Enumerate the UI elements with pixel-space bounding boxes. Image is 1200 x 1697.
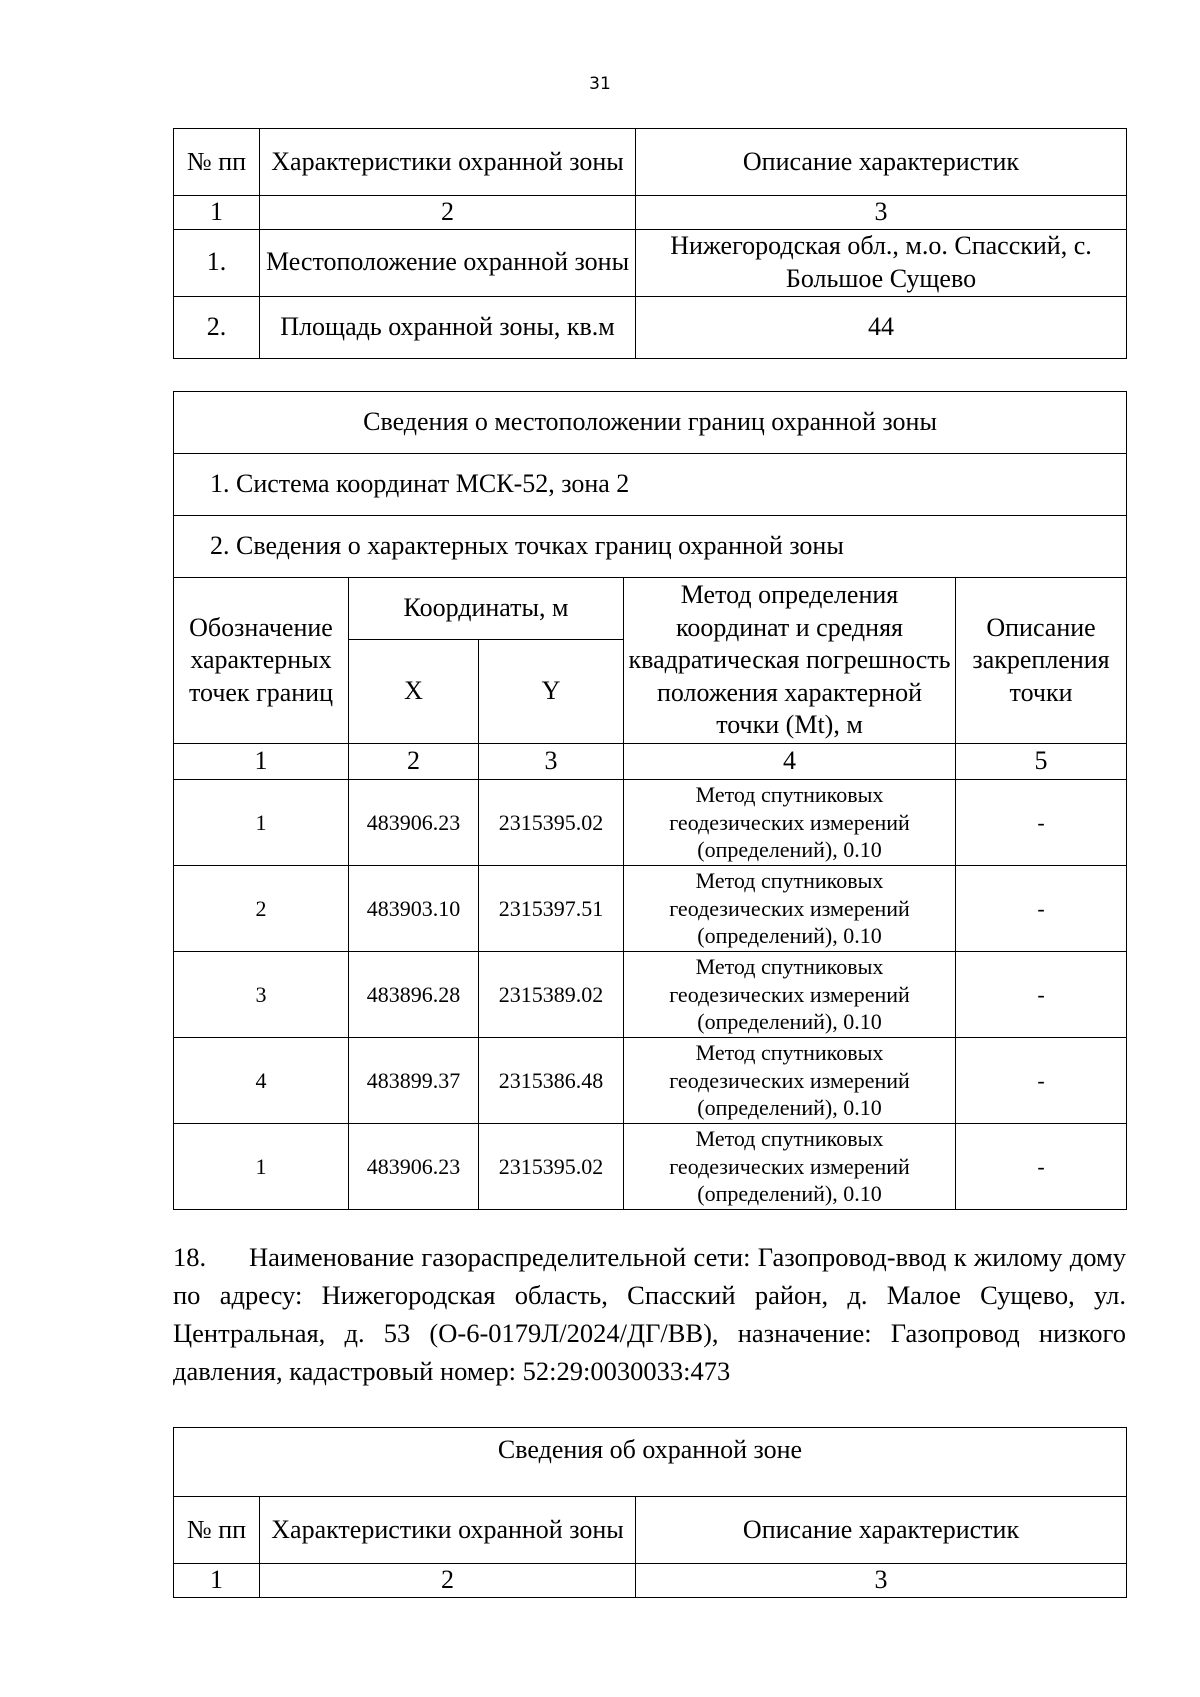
header-cell-number: № пп bbox=[174, 129, 260, 196]
row-number: 1. bbox=[174, 229, 260, 296]
coord-y: 2315386.48 bbox=[479, 1038, 624, 1124]
header-cell-characteristics: Характеристики охранной зоны bbox=[260, 1497, 636, 1564]
point-number: 2 bbox=[174, 866, 349, 952]
boundary-table-title: Сведения о местоположении границ охранной зоны bbox=[174, 392, 1127, 454]
fixing-description: - bbox=[956, 1038, 1127, 1124]
index-cell: 3 bbox=[479, 744, 624, 780]
paragraph-number: 18. bbox=[173, 1242, 207, 1272]
table-header-row bbox=[174, 1497, 1127, 1564]
row-characteristic: Местоположение охранной зоны bbox=[260, 229, 636, 296]
coordinate-system: 1. Система координат МСК-52, зона 2 bbox=[174, 454, 1127, 516]
row-value: Нижегородская обл., м.о. Спасский, с. Большое Сущево bbox=[636, 229, 1127, 296]
header-coordinates: Координаты, м bbox=[349, 578, 624, 640]
method-description: Метод спутниковых геодезических измерений (определений), 0.10 bbox=[624, 1038, 956, 1124]
point-number: 1 bbox=[174, 1124, 349, 1210]
network-description-paragraph bbox=[173, 1238, 1126, 1390]
index-cell: 3 bbox=[636, 1564, 1127, 1598]
table-row bbox=[174, 296, 1127, 358]
points-section-title: 2. Сведения о характерных точках границ охранной зоны bbox=[174, 516, 1127, 578]
index-cell: 2 bbox=[260, 196, 636, 230]
header-method: Метод определения координат и средняя квадратическая погрешность положения характерной точки (Mt), м bbox=[624, 578, 956, 744]
coord-y: 2315397.51 bbox=[479, 866, 624, 952]
fixing-description: - bbox=[956, 1124, 1127, 1210]
index-cell: 4 bbox=[624, 744, 956, 780]
paragraph-text: Наименование газораспределительной сети: Газопровод-ввод к жилому дому по адресу: Нижегородская область, Спасский район, д. Малое Сущево, ул. Центральная, д. 53 (О-6-0179Л/2024/ДГ/ВВ), назначение: Газопровод низкого давления, кадастровый номер: 52:29:0030033:473 bbox=[173, 1242, 1126, 1386]
column-index-row bbox=[174, 744, 1127, 780]
header-cell-number: № пп bbox=[174, 1497, 260, 1564]
row-number: 2. bbox=[174, 296, 260, 358]
point-number: 1 bbox=[174, 780, 349, 866]
index-cell: 1 bbox=[174, 196, 260, 230]
column-index-row bbox=[174, 1564, 1127, 1598]
table-header-row bbox=[174, 129, 1127, 196]
table-row bbox=[174, 952, 1127, 1038]
coord-y: 2315395.02 bbox=[479, 780, 624, 866]
coord-x: 483906.23 bbox=[349, 780, 479, 866]
page-number: 31 bbox=[589, 74, 611, 94]
point-number: 3 bbox=[174, 952, 349, 1038]
coord-y: 2315395.02 bbox=[479, 1124, 624, 1210]
header-fixing: Описание закрепления точки bbox=[956, 578, 1127, 744]
header-cell-description: Описание характеристик bbox=[636, 129, 1127, 196]
protection-zone-info-title: Сведения об охранной зоне bbox=[174, 1428, 1127, 1497]
index-cell: 5 bbox=[956, 744, 1127, 780]
coord-x: 483906.23 bbox=[349, 1124, 479, 1210]
index-cell: 1 bbox=[174, 744, 349, 780]
row-value: 44 bbox=[636, 296, 1127, 358]
header-x: X bbox=[349, 640, 479, 744]
coord-x: 483896.28 bbox=[349, 952, 479, 1038]
header-cell-characteristics: Характеристики охранной зоны bbox=[260, 129, 636, 196]
fixing-description: - bbox=[956, 780, 1127, 866]
method-description: Метод спутниковых геодезических измерений (определений), 0.10 bbox=[624, 866, 956, 952]
boundary-coordinates-table bbox=[173, 391, 1127, 1210]
coord-x: 483899.37 bbox=[349, 1038, 479, 1124]
table-row bbox=[174, 1124, 1127, 1210]
header-cell-description: Описание характеристик bbox=[636, 1497, 1127, 1564]
table-row bbox=[174, 229, 1127, 296]
fixing-description: - bbox=[956, 866, 1127, 952]
table-row bbox=[174, 866, 1127, 952]
index-cell: 1 bbox=[174, 1564, 260, 1598]
protection-zone-table bbox=[173, 128, 1127, 359]
header-y: Y bbox=[479, 640, 624, 744]
column-index-row bbox=[174, 196, 1127, 230]
fixing-description: - bbox=[956, 952, 1127, 1038]
index-cell: 2 bbox=[260, 1564, 636, 1598]
coord-y: 2315389.02 bbox=[479, 952, 624, 1038]
header-point-designation: Обозначение характерных точек границ bbox=[174, 578, 349, 744]
protection-zone-info-table bbox=[173, 1427, 1127, 1598]
point-number: 4 bbox=[174, 1038, 349, 1124]
index-cell: 2 bbox=[349, 744, 479, 780]
coord-x: 483903.10 bbox=[349, 866, 479, 952]
table-row bbox=[174, 1038, 1127, 1124]
index-cell: 3 bbox=[636, 196, 1127, 230]
row-characteristic: Площадь охранной зоны, кв.м bbox=[260, 296, 636, 358]
table-row bbox=[174, 780, 1127, 866]
method-description: Метод спутниковых геодезических измерений (определений), 0.10 bbox=[624, 780, 956, 866]
method-description: Метод спутниковых геодезических измерений (определений), 0.10 bbox=[624, 1124, 956, 1210]
method-description: Метод спутниковых геодезических измерений (определений), 0.10 bbox=[624, 952, 956, 1038]
